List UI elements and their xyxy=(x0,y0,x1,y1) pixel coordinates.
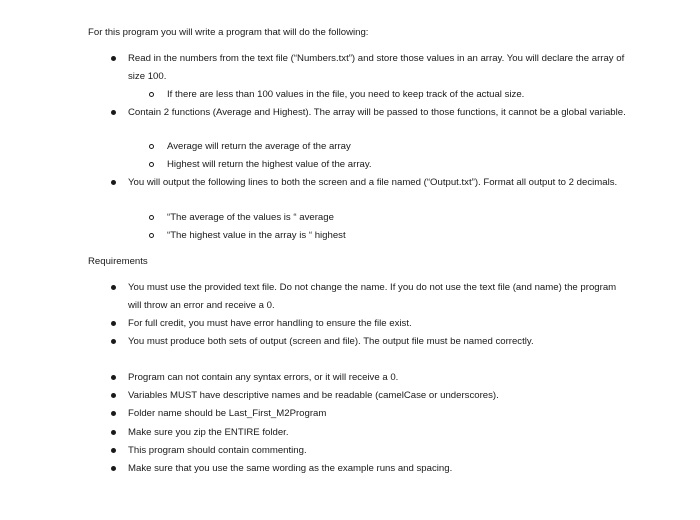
requirement-folder-name: Folder name should be Last_First_M2Program xyxy=(128,405,628,423)
task-track-size: If there are less than 100 values in the file, you need to keep track of the actual size. xyxy=(167,86,617,104)
task-output-highest-line: “The highest value in the array is “ highest xyxy=(167,227,617,245)
task-output: You will output the following lines to both the screen and a file named (“Output.txt”). Format all output to 2 decimals. xyxy=(128,174,628,192)
intro-text: For this program you will write a program that will do the following: xyxy=(88,27,369,38)
requirement-syntax: Program can not contain any syntax errors, or it will receive a 0. xyxy=(128,369,628,387)
task-read-numbers: Read in the numbers from the text file (“Numbers.txt”) and store those values in an array. You will declare the array of size 100. xyxy=(128,50,628,86)
requirement-variable-names: Variables MUST have descriptive names and be readable (camelCase or underscores). xyxy=(128,387,628,405)
requirement-output-sets: You must produce both sets of output (screen and file). The output file must be named correctly. xyxy=(128,333,628,351)
task-output-average-line: “The average of the values is “ average xyxy=(167,209,617,227)
requirement-wording: Make sure that you use the same wording as the example runs and spacing. xyxy=(128,460,628,478)
task-highest-function: Highest will return the highest value of the array. xyxy=(167,156,617,174)
requirement-zip-folder: Make sure you zip the ENTIRE folder. xyxy=(128,424,628,442)
requirement-text-file: You must use the provided text file. Do not change the name. If you do not use the text file (and name) the program will throw an error and receive a 0. xyxy=(128,279,628,315)
requirement-error-handling: For full credit, you must have error handling to ensure the file exist. xyxy=(128,315,628,333)
task-average-function: Average will return the average of the array xyxy=(167,138,617,156)
requirement-commenting: This program should contain commenting. xyxy=(128,442,628,460)
task-functions: Contain 2 functions (Average and Highest). The array will be passed to those functions, it cannot be a global variable. xyxy=(128,104,628,122)
requirements-heading: Requirements xyxy=(88,256,148,267)
